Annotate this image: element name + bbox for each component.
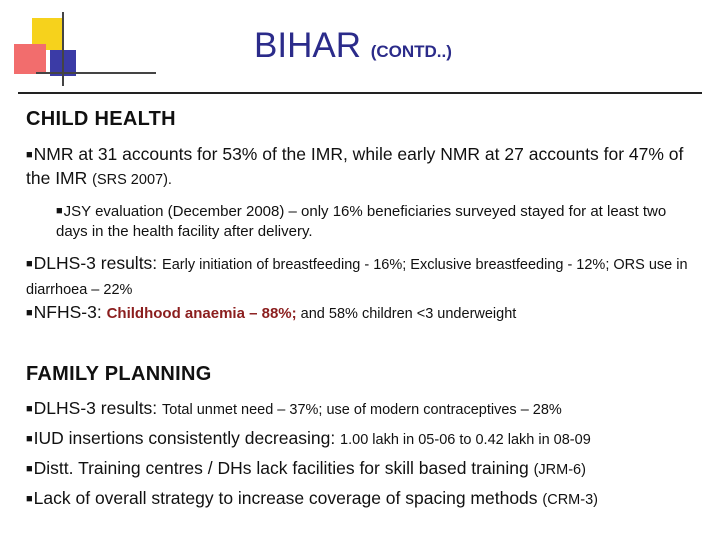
child-health-bullet-1 xyxy=(26,143,704,192)
bullet-text: DLHS-3 results: xyxy=(33,398,163,418)
child-health-heading: CHILD HEALTH xyxy=(26,108,176,130)
family-planning-heading: FAMILY PLANNING xyxy=(26,363,212,385)
square-bullet-icon: ■ xyxy=(26,433,33,445)
child-health-bullet-3 xyxy=(26,301,704,326)
decor-horizontal-line xyxy=(36,72,156,74)
child-health-bullet-2 xyxy=(26,252,704,302)
bullet-text: NFHS-3: xyxy=(33,302,107,322)
square-bullet-icon: ■ xyxy=(26,149,33,161)
title-sub: (CONTD..) xyxy=(370,42,452,61)
family-planning-bullet-4 xyxy=(26,487,704,512)
square-bullet-icon: ■ xyxy=(56,205,63,217)
bullet-text: Distt. Training centres / DHs lack facilities for skill based training xyxy=(33,458,534,478)
square-bullet-icon: ■ xyxy=(26,258,33,270)
square-bullet-icon: ■ xyxy=(26,403,33,415)
bullet-detail: Total unmet need – 37%; use of modern contraceptives – 28% xyxy=(162,402,562,418)
family-planning-bullet-1 xyxy=(26,397,704,422)
slide-title xyxy=(254,24,452,74)
family-planning-bullet-3 xyxy=(26,457,704,482)
bullet-text: IUD insertions consistently decreasing: xyxy=(33,428,341,448)
bullet-text: DLHS-3 results: xyxy=(33,253,163,273)
decor-vertical-line xyxy=(62,12,64,86)
child-health-subbullet xyxy=(56,201,702,242)
family-planning-bullet-2 xyxy=(26,427,704,452)
square-bullet-icon: ■ xyxy=(26,463,33,475)
title-main: BIHAR xyxy=(254,26,361,65)
decor-red-square xyxy=(14,44,46,74)
bullet-text: NMR at 31 accounts for 53% of the IMR, while early NMR at 27 accounts for 47% of the IMR xyxy=(26,144,684,188)
subbullet-text: JSY evaluation (December 2008) – only 16% beneficiaries surveyed stayed for at least two days in the health facility after delivery. xyxy=(56,203,667,240)
bullet-text: Lack of overall strategy to increase coverage of spacing methods xyxy=(33,488,543,508)
bullet-source: (CRM-3) xyxy=(542,492,598,508)
title-divider xyxy=(18,92,702,94)
square-bullet-icon: ■ xyxy=(26,307,33,319)
bullet-detail: 1.00 lakh in 05-06 to 0.42 lakh in 08-09 xyxy=(340,432,591,448)
bullet-detail: and 58% children <3 underweight xyxy=(296,306,517,322)
bullet-detail: Early initiation of breastfeeding - 16%; Exclusive breastfeeding - 12%; ORS use in diarrhoea – 22% xyxy=(26,257,688,298)
bullet-highlight: Childhood anaemia – 88%; xyxy=(106,305,297,322)
bullet-source: (SRS 2007). xyxy=(92,172,172,188)
bullet-source: (JRM-6) xyxy=(533,462,586,478)
square-bullet-icon: ■ xyxy=(26,493,33,505)
